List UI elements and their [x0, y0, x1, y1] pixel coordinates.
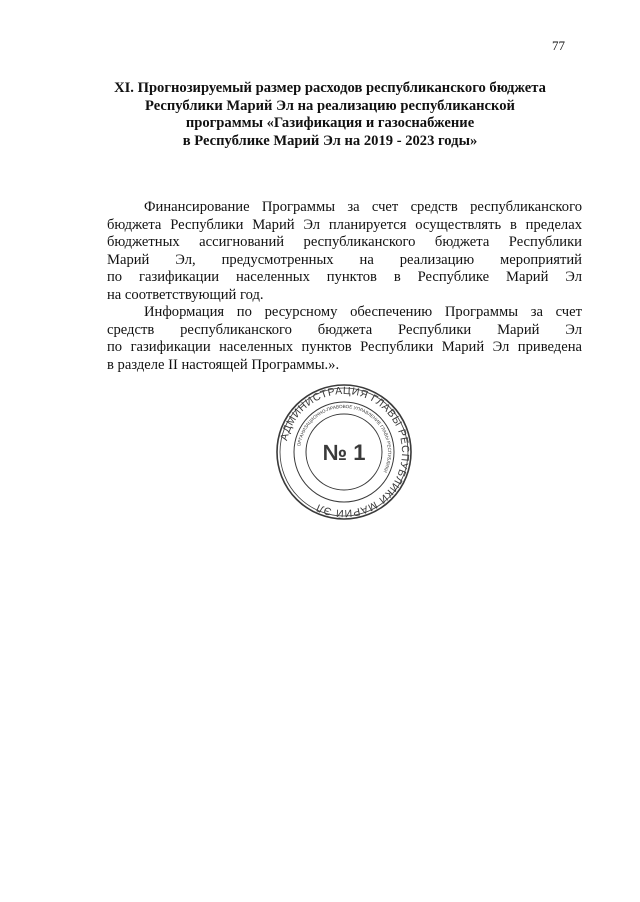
stamp-number: № 1	[322, 440, 366, 465]
page-number: 77	[552, 38, 565, 53]
paragraph-line: на соответствующий год.	[107, 286, 264, 303]
paragraph-line: Информация по ресурсному обеспечению Программы за счет	[144, 304, 582, 320]
paragraph-line: по газификации населенных пунктов в Республике Марий Эл	[107, 269, 582, 285]
paragraph-line: Марий Эл, предусмотренных на реализацию мероприятий	[107, 251, 582, 268]
heading-line: Республики Марий Эл на реализацию республиканской	[145, 97, 515, 114]
paragraph-line: в разделе II настоящей Программы.».	[107, 356, 340, 373]
section-heading	[60, 80, 600, 150]
paragraph-line: средств республиканского бюджета Республики Марий Эл	[107, 321, 582, 338]
stamp-inner-path: ОРГАНИЗАЦИОННО-ПРАВОВОЕ УПРАВЛЕНИЕ ГЛАВЫ РЕСПУБЛИКИ	[296, 403, 393, 474]
body-text	[107, 199, 582, 374]
paragraph-line: бюджета Республики Марий Эл планируется осуществлять в пределах	[107, 216, 582, 233]
paragraph-line: Финансирование Программы за счет средств республиканского	[144, 199, 582, 215]
official-stamp	[274, 382, 414, 522]
paragraph-line: бюджетных ассигнований республиканского бюджета Республики	[107, 234, 582, 250]
heading-line: в Республике Марий Эл на 2019 - 2023 годы»	[182, 132, 478, 149]
heading-line: XI. Прогнозируемый размер расходов республиканского бюджета	[114, 80, 546, 96]
paragraph-line: по газификации населенных пунктов Республики Марий Эл приведена	[107, 339, 582, 355]
heading-line: программы «Газификация и газоснабжение	[185, 115, 475, 131]
stamp-outer-path: АДМИНИСТРАЦИЯ ГЛАВЫ РЕСПУБЛИКИ МАРИЙ ЭЛ	[278, 384, 412, 520]
